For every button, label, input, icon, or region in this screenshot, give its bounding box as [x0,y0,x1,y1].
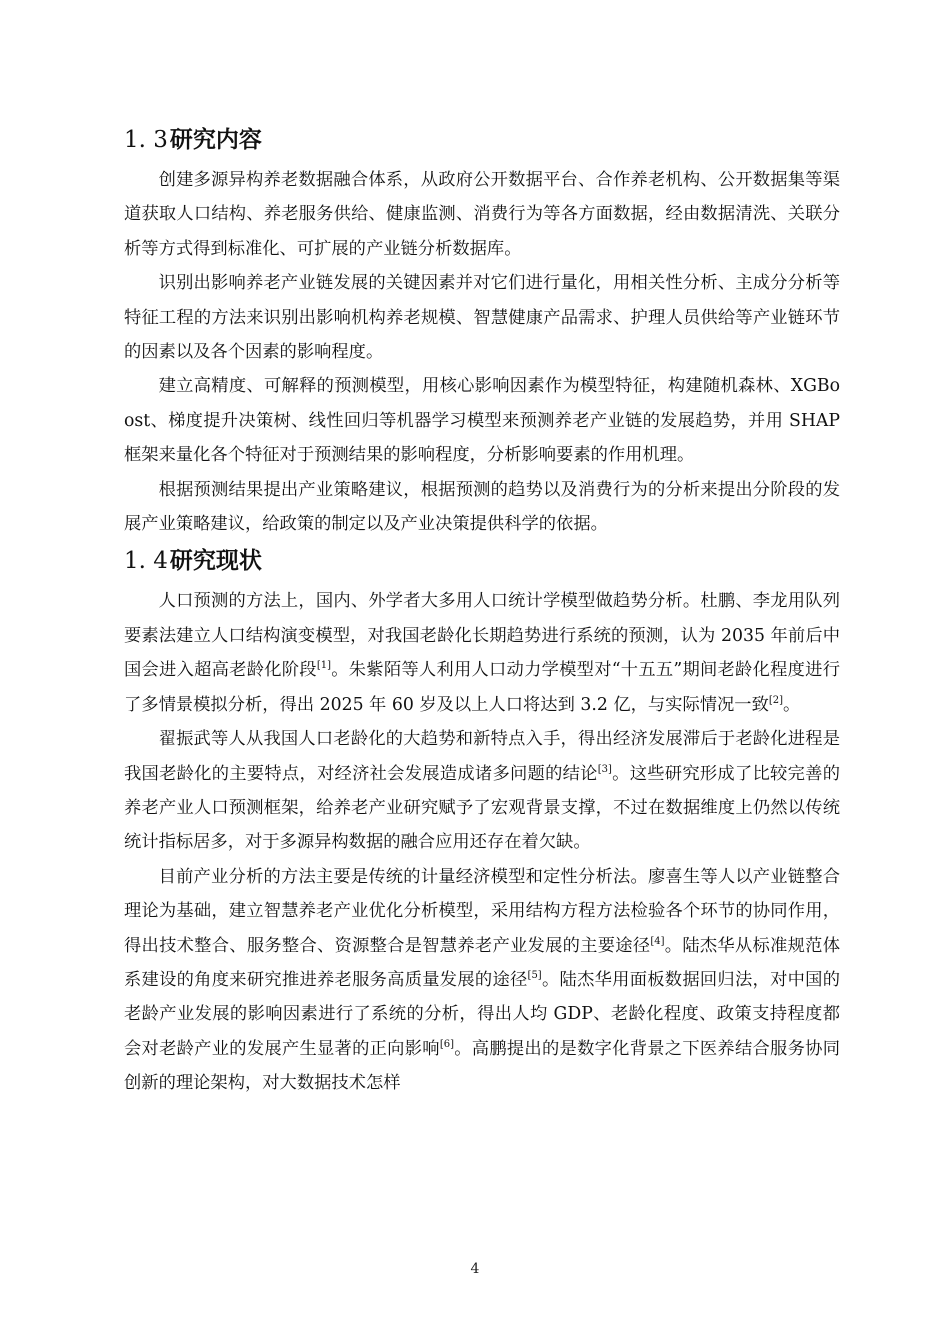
paragraph-text: 目前产业分析的方法主要是传统的计量经济模型和定性分析法。廖喜生等人以产业链整合理论为基础，建立智慧养老产业优化分析模型，采用结构方程方法检验各个环节的协同作用，得出技术整合、服务整合、资源整合是智慧养老产业发展的主要途径 [124,866,840,956]
paragraph-text: 。 [783,694,801,715]
section-heading-1-3 [124,120,840,160]
citation-6[interactable]: [6] [439,1038,454,1050]
paragraph-text: 。这些研究形成了比较完善的养老产业人口预测框架，给养老产业研究赋予了宏观背景支撑，不过在数据维度上仍然以传统统计指标居多，对于多源异构数据的融合应用还存在着欠缺。 [124,763,840,853]
paragraph: 建立高精度、可解释的预测模型，用核心影响因素作为模型特征，构建随机森林、XGBoost、梯度提升决策树、线性回归等机器学习模型来预测养老产业链的发展趋势，并用 SHAP 框架来量化各个特征对于预测结果的影响程度，分析影响要素的作用机理。 [124,376,840,466]
citation-4[interactable]: [4] [650,935,665,947]
paragraph: 识别出影响养老产业链发展的关键因素并对它们进行量化，用相关性分析、主成分分析等特征工程的方法来识别出影响机构养老规模、智慧健康产品需求、护理人员供给等产业链环节的因素以及各个因素的影响程度。 [124,273,840,363]
paragraph-text: 。陆杰华从标准规范体系建设的角度来研究推进养老服务高质量发展的途径 [124,935,840,990]
page-number: 4 [470,1261,480,1277]
page-content [124,120,840,1101]
citation-5[interactable]: [5] [527,969,542,981]
section-number: 1. 3 [124,127,168,153]
section-title: 研究现状 [169,547,262,575]
paragraph [124,860,840,1101]
paragraph [124,584,840,722]
paragraph-text: 。朱紫陌等人利用人口动力学模型对“十五五”期间老龄化程度进行了多情景模拟分析，得出 2025 年 60 岁及以上人口将达到 3.2 亿，与实际情况一致 [124,660,840,715]
paragraph-text: 。陆杰华用面板数据回归法，对中国的老龄产业发展的影响因素进行了系统的分析，得出人均 GDP、老龄化程度、政策支持程度都会对老龄产业的发展产生显著的正向影响 [124,969,840,1059]
paragraph-text: 翟振武等人从我国人口老龄化的大趋势和新特点入手，得出经济发展滞后于老龄化进程是我国老龄化的主要特点，对经济社会发展造成诸多问题的结论 [124,729,840,784]
paragraph [124,722,840,860]
citation-2[interactable]: [2] [768,694,784,706]
section-heading-1-4 [124,541,840,581]
paragraph: 创建多源异构养老数据融合体系，从政府公开数据平台、合作养老机构、公开数据集等渠道获取人口结构、养老服务供给、健康监测、消费行为等各方面数据，经由数据清洗、关联分析等方式得到标准化、可扩展的产业链分析数据库。 [124,170,840,259]
citation-1[interactable]: [1] [316,660,331,672]
paragraph-text: 。高鹏提出的是数字化背景之下医养结合服务协同创新的理论架构，对大数据技术怎样 [124,1038,840,1094]
paragraph-text: 人口预测的方法上，国内、外学者大多用人口统计学模型做趋势分析。杜鹏、李龙用队列要素法建立人口结构演变模型，对我国老龄化长期趋势进行系统的预测，认为 2035 年前后中国会进入超高老龄化阶段 [124,591,840,681]
citation-3[interactable]: [3] [597,763,612,775]
section-title: 研究内容 [169,126,262,153]
paragraph: 根据预测结果提出产业策略建议，根据预测的趋势以及消费行为的分析来提出分阶段的发展产业策略建议，给政策的制定以及产业决策提供科学的依据。 [124,479,840,535]
section-number: 1. 4 [124,548,168,575]
